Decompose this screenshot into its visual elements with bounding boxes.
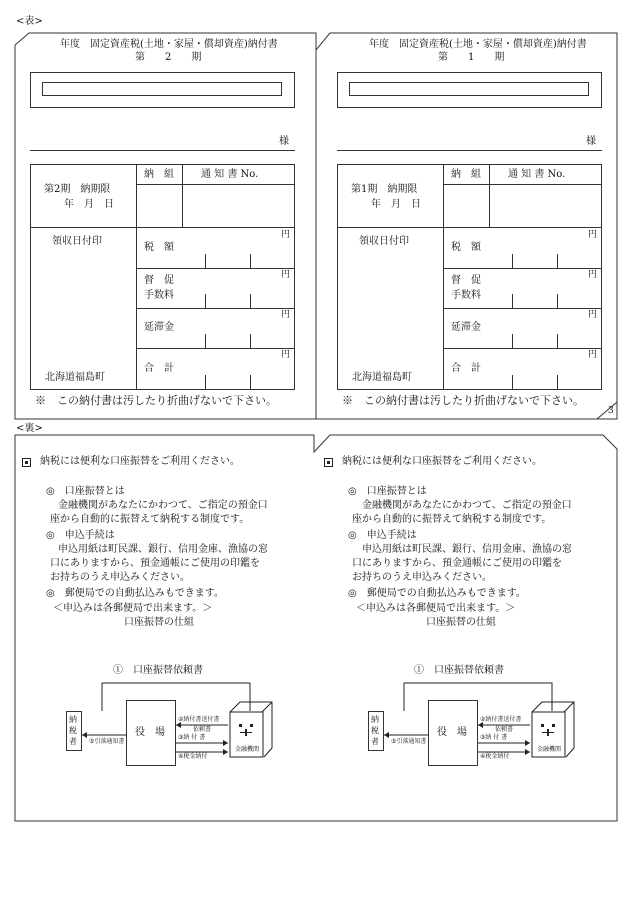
deadline-date: 年 月 日	[64, 199, 114, 210]
section2-line3: お持ちのうえ申込みください。	[50, 572, 190, 583]
town-name: 北海道福島町	[352, 372, 412, 383]
section2-line2: 口にありますから、預金通帳にご使用の印鑑を	[352, 558, 562, 569]
diagram-step1: ① 口座振替依頼書	[113, 665, 203, 676]
section2-line3: お持ちのうえ申込みください。	[352, 572, 492, 583]
town-office-label: 役 場	[437, 727, 467, 738]
section2-line1: 申込用紙は町民課、銀行、信用金庫、漁協の窓	[362, 544, 572, 555]
deadline-label: 第1期 納期限	[351, 184, 418, 195]
sama-label: 様	[586, 136, 596, 147]
section2-line1: 申込用紙は町民課、銀行、信用金庫、漁協の窓	[58, 544, 268, 555]
section1-line1: 金融機関があなたにかわつて、ご指定の預金口	[58, 500, 268, 511]
stub-period: 第 2 期	[135, 52, 202, 63]
section3-title: ◎ 郵便局での自動払込みもできます。	[348, 588, 526, 599]
yen-1: 円	[281, 230, 291, 240]
handling-note: ※ この納付書は汚したり折曲げないで下さい。	[342, 394, 584, 407]
row-tax-amount: 税 額	[144, 242, 174, 253]
row-late-fee: 延滞金	[451, 322, 481, 333]
back-heading: 納税には便利な口座振替をご利用ください。	[342, 456, 542, 467]
row-fee: 手数料	[144, 290, 174, 301]
col-nokumi: 納 組	[144, 169, 174, 180]
yen-3: 円	[281, 310, 291, 320]
arrow3-label: ③納 付 書	[480, 734, 508, 741]
diagram-step1: ① 口座振替依頼書	[414, 665, 504, 676]
deadline-label: 第2期 納期限	[44, 184, 111, 195]
section1-title: ◎ 口座振替とは	[348, 486, 427, 497]
arrow2b-label: 依頼書	[193, 726, 212, 733]
arrow2-label: ②納付書送付書	[178, 716, 220, 723]
col-nokumi: 納 組	[451, 169, 481, 180]
town-office-label: 役 場	[135, 727, 165, 738]
taxpayer-label: 納税者	[371, 715, 379, 746]
stub-title: 年度 固定資産税(土地・家屋・償却資産)納付書	[369, 39, 587, 50]
mechanism-title: 口座振替の仕組	[124, 617, 194, 628]
section1-line1: 金融機関があなたにかわつて、ご指定の預金口	[362, 500, 572, 511]
bank-label: 金融機関	[235, 746, 260, 753]
arrow4-label: ④税金納付	[480, 753, 510, 760]
handling-note: ※ この納付書は汚したり折曲げないで下さい。	[35, 394, 277, 407]
notice5-label: ⑤引落通知書	[89, 738, 125, 745]
taxpayer-label: 納税者	[69, 715, 77, 746]
row-fee: 手数料	[451, 290, 481, 301]
row-reminder: 督 促	[451, 275, 481, 286]
section1-line2: 座から自動的に振替えて納税する制度です。	[50, 514, 250, 525]
yen-2: 円	[281, 270, 291, 280]
section3-line1: ＜申込みは各郵便局で出来ます。＞	[53, 603, 213, 614]
yen-1: 円	[588, 230, 598, 240]
receipt-stamp-label: 領収日付印	[52, 236, 102, 247]
yen-4: 円	[281, 350, 291, 360]
stub-title: 年度 固定資産税(土地・家屋・償却資産)納付書	[60, 39, 278, 50]
row-total: 合 計	[451, 363, 481, 374]
arrow4-label: ④税金納付	[178, 753, 208, 760]
deadline-date: 年 月 日	[371, 199, 421, 210]
yen-3: 円	[588, 310, 598, 320]
town-name: 北海道福島町	[45, 372, 105, 383]
stub-period: 第 1 期	[438, 52, 505, 63]
col-notice-no: 通 知 書 No.	[201, 169, 259, 180]
back-heading: 納税には便利な口座振替をご利用ください。	[40, 456, 240, 467]
mechanism-title: 口座振替の仕組	[426, 617, 496, 628]
page-number: 3	[608, 406, 614, 416]
bank-label: 金融機関	[537, 746, 562, 753]
receipt-stamp-label: 領収日付印	[359, 236, 409, 247]
section2-title: ◎ 申込手続は	[348, 530, 417, 541]
row-tax-amount: 税 額	[451, 242, 481, 253]
section2-title: ◎ 申込手続は	[46, 530, 115, 541]
sama-label: 様	[279, 136, 289, 147]
yen-4: 円	[588, 350, 598, 360]
bank-face-icon	[538, 722, 558, 736]
section3-line1: ＜申込みは各郵便局で出来ます。＞	[356, 603, 516, 614]
section1-title: ◎ 口座振替とは	[46, 486, 125, 497]
arrow2b-label: 依頼書	[495, 726, 514, 733]
arrow3-label: ③納 付 書	[178, 734, 206, 741]
col-notice-no: 通 知 書 No.	[508, 169, 566, 180]
front-label: <表>	[16, 16, 43, 27]
row-total: 合 計	[144, 363, 174, 374]
yen-2: 円	[588, 270, 598, 280]
notice5-label: ⑤引落通知書	[391, 738, 427, 745]
row-late-fee: 延滞金	[144, 322, 174, 333]
section2-line2: 口にありますから、預金通帳にご使用の印鑑を	[50, 558, 260, 569]
arrow2-label: ②納付書送付書	[480, 716, 522, 723]
section3-title: ◎ 郵便局での自動払込みもできます。	[46, 588, 224, 599]
section1-line2: 座から自動的に振替えて納税する制度です。	[352, 514, 552, 525]
back-label: <裏>	[16, 423, 43, 434]
row-reminder: 督 促	[144, 275, 174, 286]
